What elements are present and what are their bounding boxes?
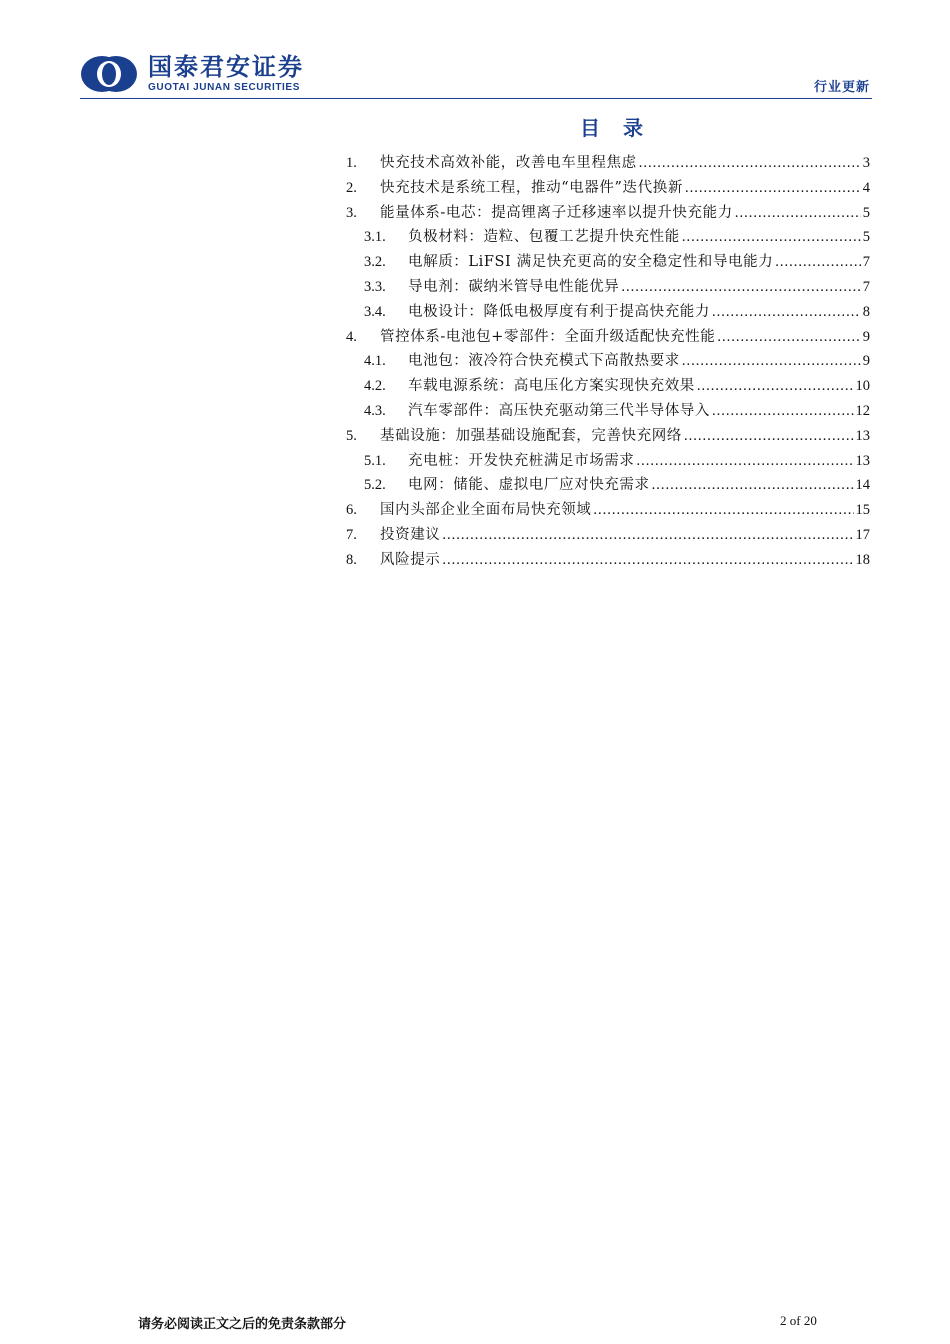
toc-entry[interactable] [346, 523, 870, 548]
toc-entry-page[interactable]: 5 [862, 204, 870, 221]
toc-dot-leader [712, 399, 854, 424]
toc-entry-page[interactable]: 5 [862, 229, 870, 246]
toc-entry-page[interactable]: 13 [855, 452, 870, 469]
toc-entry-number: 4.3. [364, 402, 386, 419]
brand-logo [80, 54, 304, 94]
toc-entry[interactable] [346, 201, 870, 226]
toc-entry-page[interactable]: 8 [862, 303, 870, 320]
toc-entry-page[interactable]: 9 [862, 353, 870, 370]
toc-dot-leader [639, 151, 861, 176]
toc-entry[interactable] [346, 473, 870, 498]
toc-entry-number: 3. [346, 204, 357, 221]
toc-entry[interactable] [346, 374, 870, 399]
toc-title: 目 录 [580, 116, 651, 140]
toc-entry-title[interactable]: 电极设计：降低电极厚度有利于提高快充能力 [408, 303, 710, 320]
toc-entry-title[interactable]: 风险提示 [380, 551, 441, 568]
header-divider [80, 98, 872, 99]
toc-entry-page[interactable]: 10 [855, 378, 870, 395]
toc-dot-leader [637, 449, 854, 474]
brand-name-cn: 国泰君安证券 [148, 53, 304, 81]
toc-dot-leader [697, 374, 854, 399]
toc-entry-page[interactable]: 7 [862, 278, 870, 295]
toc-entry-number: 7. [346, 526, 357, 543]
toc-entry[interactable] [346, 498, 870, 523]
toc-entry-number: 5. [346, 427, 357, 444]
toc-entry-number: 3.2. [364, 254, 386, 271]
toc-dot-leader [652, 473, 854, 498]
toc-dot-leader [684, 424, 854, 449]
toc-entry-title[interactable]: 充电桩：开发快充桩满足市场需求 [408, 452, 635, 469]
toc-dot-leader [775, 250, 860, 275]
brand-name-en: GUOTAI JUNAN SECURITIES [148, 82, 300, 93]
toc-entry-page[interactable]: 17 [855, 526, 870, 543]
toc-entry[interactable] [346, 424, 870, 449]
toc-entry-number: 3.1. [364, 229, 386, 246]
toc-dot-leader [735, 201, 861, 226]
toc-entry-page[interactable]: 15 [855, 502, 870, 519]
toc-entry-number: 5.2. [364, 477, 386, 494]
toc-entry-number: 4.1. [364, 353, 386, 370]
toc-dot-leader [593, 498, 853, 523]
toc-entry-title[interactable]: 基础设施：加强基础设施配套，完善快充网络 [380, 427, 682, 444]
toc-entry-title[interactable]: 导电剂：碳纳米管导电性能优异 [408, 278, 620, 295]
toc-entry[interactable] [346, 449, 870, 474]
toc-dot-leader [682, 225, 861, 250]
toc-entry[interactable] [346, 300, 870, 325]
toc-entry-title[interactable]: 电池包：液冷符合快充模式下高散热要求 [408, 353, 680, 370]
page-number: 2 of 20 [780, 1313, 817, 1328]
logo-icon [80, 54, 138, 94]
toc-entry-number: 3.4. [364, 303, 386, 320]
toc-entry[interactable] [346, 399, 870, 424]
toc-entry-title[interactable]: 电网：储能、虚拟电厂应对快充需求 [408, 477, 650, 494]
toc-entry[interactable] [346, 176, 870, 201]
toc-entry-title[interactable]: 电解质：LiFSI 满足快充更高的安全稳定性和导电能力 [408, 254, 774, 271]
toc-dot-leader [442, 523, 853, 548]
toc-entry-title[interactable]: 快充技术是系统工程，推动“电器件”迭代换新 [380, 179, 683, 196]
toc-entry-title[interactable]: 管控体系-电池包+零部件：全面升级适配快充性能 [380, 328, 716, 345]
toc-entry-page[interactable]: 9 [862, 328, 870, 345]
toc-entry-page[interactable]: 14 [855, 477, 870, 494]
toc-entry[interactable] [346, 225, 870, 250]
toc-entry-number: 2. [346, 179, 357, 196]
toc-entry-page[interactable]: 18 [855, 551, 870, 568]
toc-entry-page[interactable]: 7 [862, 254, 870, 271]
toc-dot-leader [712, 300, 861, 325]
toc-entry[interactable] [346, 275, 870, 300]
toc-entry-number: 8. [346, 551, 357, 568]
toc-entry[interactable] [346, 250, 870, 275]
toc-dot-leader [717, 325, 860, 350]
toc-dot-leader [682, 349, 861, 374]
toc-entry-title[interactable]: 国内头部企业全面布局快充领域 [380, 502, 592, 519]
toc-entry-page[interactable]: 4 [862, 179, 870, 196]
toc-entry-title[interactable]: 能量体系-电芯：提高锂离子迁移速率以提升快充能力 [380, 204, 733, 221]
table-of-contents [346, 151, 870, 573]
toc-entry-page[interactable]: 12 [855, 402, 870, 419]
toc-entry-number: 1. [346, 155, 357, 171]
toc-entry[interactable] [346, 548, 870, 573]
toc-entry-page[interactable]: 3 [862, 155, 870, 171]
page-header [80, 50, 870, 100]
toc-entry-title[interactable]: 车载电源系统：高电压化方案实现快充效果 [408, 378, 695, 395]
report-type-label: 行业更新 [813, 80, 870, 95]
toc-dot-leader [442, 548, 853, 573]
footer-disclaimer: 请务必阅读正文之后的免责条款部分 [138, 1317, 347, 1332]
toc-entry-title[interactable]: 快充技术高效补能，改善电车里程焦虑 [380, 155, 637, 171]
toc-entry-number: 5.1. [364, 452, 386, 469]
toc-dot-leader [685, 176, 861, 201]
toc-entry-title[interactable]: 投资建议 [380, 526, 441, 543]
toc-entry[interactable] [346, 325, 870, 350]
toc-entry[interactable] [346, 151, 870, 176]
toc-entry-number: 4. [346, 328, 357, 345]
toc-entry-title[interactable]: 汽车零部件：高压快充驱动第三代半导体导入 [408, 402, 710, 419]
toc-entry-number: 3.3. [364, 278, 386, 295]
toc-entry-number: 4.2. [364, 378, 386, 395]
toc-entry-page[interactable]: 13 [855, 427, 870, 444]
toc-entry[interactable] [346, 349, 870, 374]
toc-dot-leader [621, 275, 860, 300]
toc-entry-number: 6. [346, 502, 357, 519]
toc-entry-title[interactable]: 负极材料：造粒、包覆工艺提升快充性能 [408, 229, 680, 246]
